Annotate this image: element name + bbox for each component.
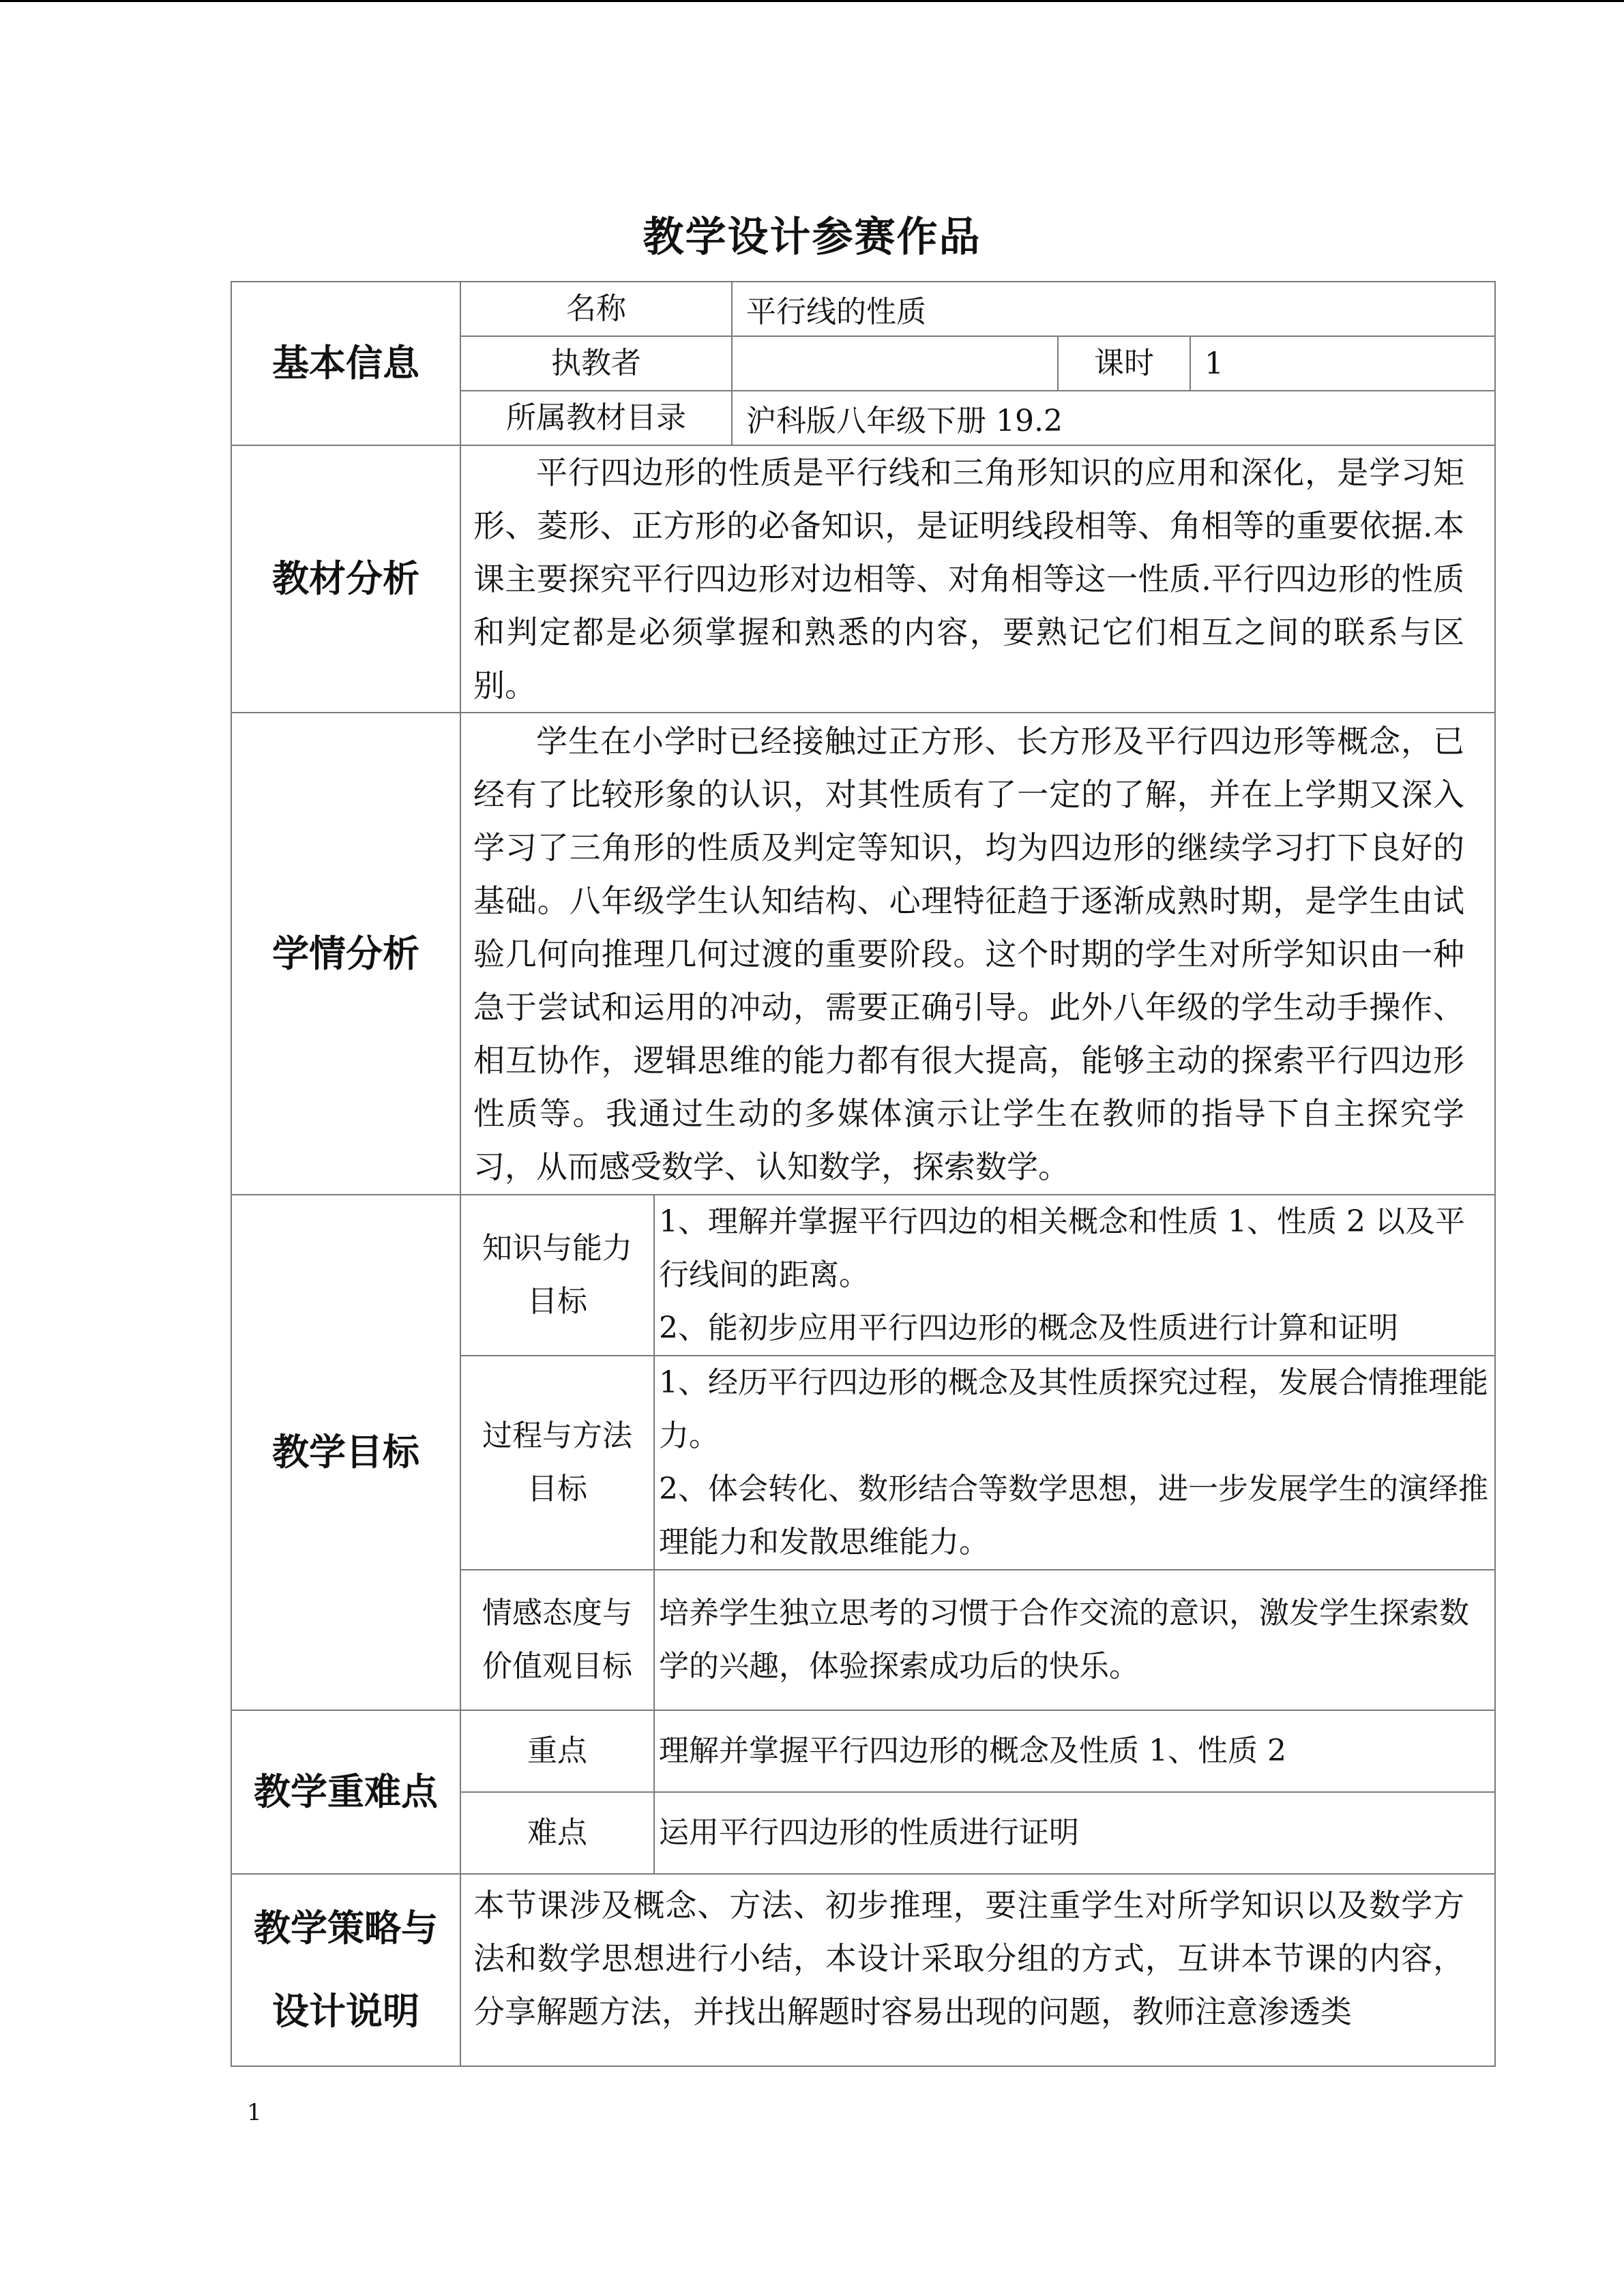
knowledge-goal-label-line2: 目标 bbox=[527, 1284, 587, 1319]
knowledge-goal-item: 1、理解并掌握平行四边的相关概念和性质 1、性质 2 以及平行线间的距离。 bbox=[659, 1204, 1465, 1292]
catalog-label: 所属教材目录 bbox=[460, 391, 732, 445]
catalog-value: 沪科版八年级下册 19.2 bbox=[732, 391, 1495, 445]
difficult-point-value: 运用平行四边形的性质进行证明 bbox=[654, 1792, 1495, 1874]
emotion-goal-text: 培养学生独立思考的习惯于合作交流的意识，激发学生探索数学的兴趣，体验探索成功后的快乐。 bbox=[654, 1570, 1495, 1710]
strategy-text: 本节课涉及概念、方法、初步推理，要注重学生对所学知识以及数学方法和数学思想进行小结，本设计采取分组的方式，互讲本节课的内容，分享解题方法，并找出解题时容易出现的问题，教师注意渗透类 bbox=[460, 1874, 1495, 2066]
knowledge-goal-label-line1: 知识与能力 bbox=[482, 1231, 632, 1266]
strategy-label-line2: 设计说明 bbox=[272, 1990, 419, 2033]
category-teaching-objectives: 教学目标 bbox=[231, 1195, 460, 1710]
category-strategy bbox=[231, 1874, 460, 2066]
key-point-value: 理解并掌握平行四边形的概念及性质 1、性质 2 bbox=[654, 1710, 1495, 1792]
emotion-goal-label-line1: 情感态度与 bbox=[482, 1596, 632, 1630]
difficult-point-label: 难点 bbox=[460, 1792, 654, 1874]
material-analysis-text: 平行四边形的性质是平行线和三角形知识的应用和深化，是学习矩形、菱形、正方形的必备知识，是证明线段相等、角相等的重要依据.本课主要探究平行四边形对边相等、对角相等这一性质.平行四边形的性质和判定都是必须掌握和熟悉的内容，要熟记它们相互之间的联系与区别。 bbox=[460, 445, 1495, 713]
page-number: 1 bbox=[247, 2099, 262, 2126]
category-material-analysis: 教材分析 bbox=[231, 445, 460, 713]
category-student-analysis: 学情分析 bbox=[231, 713, 460, 1195]
table-row bbox=[231, 1874, 1495, 2066]
process-goal-label-line1: 过程与方法 bbox=[482, 1418, 632, 1453]
table-row bbox=[231, 282, 1495, 336]
lesson-plan-table bbox=[231, 281, 1496, 2067]
emotion-goal-label-line2: 价值观目标 bbox=[482, 1649, 632, 1684]
knowledge-goal-item: 2、能初步应用平行四边形的概念及性质进行计算和证明 bbox=[659, 1311, 1398, 1345]
knowledge-goal-label bbox=[460, 1195, 654, 1356]
teacher-label: 执教者 bbox=[460, 336, 732, 391]
key-point-label: 重点 bbox=[460, 1710, 654, 1792]
process-goal-label-line2: 目标 bbox=[527, 1472, 587, 1506]
hours-label: 课时 bbox=[1058, 336, 1190, 391]
student-analysis-text: 学生在小学时已经接触过正方形、长方形及平行四边形等概念，已经有了比较形象的认识，对其性质有了一定的了解，并在上学期又深入学习了三角形的性质及判定等知识，均为四边形的继续学习打下良好的基础。八年级学生认知结构、心理特征趋于逐渐成熟时期，是学生由试验几何向推理几何过渡的重要阶段。这个时期的学生对所学知识由一种急于尝试和运用的冲动，需要正确引导。此外八年级的学生动手操作、相互协作，逻辑思维的能力都有很大提高，能够主动的探索平行四边形性质等。我通过生动的多媒体演示让学生在教师的指导下自主探究学习，从而感受数学、认知数学，探索数学。 bbox=[460, 713, 1495, 1195]
emotion-goal-label bbox=[460, 1570, 654, 1710]
table-row bbox=[231, 713, 1495, 1195]
strategy-label-line1: 教学策略与 bbox=[254, 1907, 438, 1950]
category-basic-info: 基本信息 bbox=[231, 282, 460, 445]
document-title: 教学设计参赛作品 bbox=[643, 213, 981, 261]
category-key-difficult-points: 教学重难点 bbox=[231, 1710, 460, 1874]
name-value: 平行线的性质 bbox=[732, 282, 1495, 336]
table-row bbox=[231, 445, 1495, 713]
table-row bbox=[231, 1195, 1495, 1356]
process-goal-text bbox=[654, 1356, 1495, 1570]
process-goal-item: 1、经历平行四边形的概念及其性质探究过程，发展合情推理能力。 bbox=[659, 1365, 1488, 1453]
teacher-value bbox=[732, 336, 1058, 391]
table-row bbox=[231, 1710, 1495, 1792]
hours-value: 1 bbox=[1190, 336, 1495, 391]
process-goal-item: 2、体会转化、数形结合等数学思想，进一步发展学生的演绎推理能力和发散思维能力。 bbox=[659, 1472, 1488, 1560]
page-top-border bbox=[0, 0, 1624, 2]
process-goal-label bbox=[460, 1356, 654, 1570]
name-label: 名称 bbox=[460, 282, 732, 336]
knowledge-goal-text bbox=[654, 1195, 1495, 1356]
